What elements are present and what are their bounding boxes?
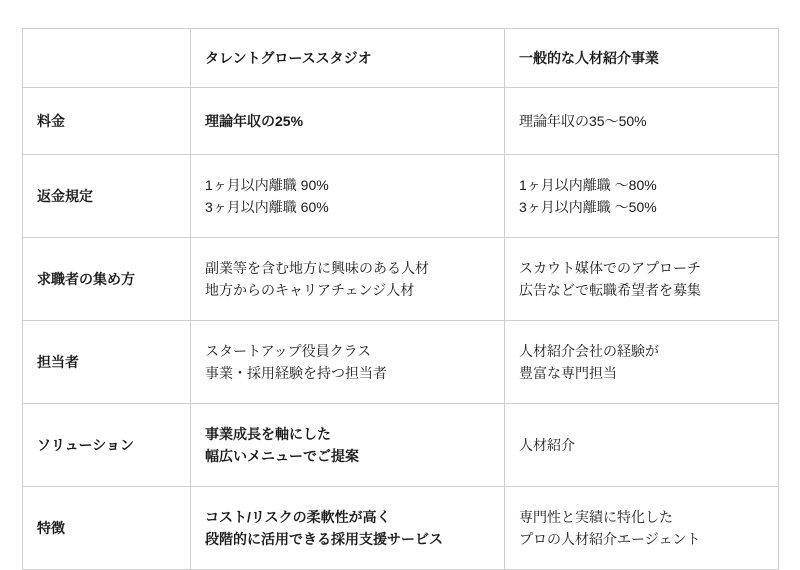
comparison-table [22, 28, 779, 570]
cell-line: コスト/リスクの柔軟性が高く [205, 508, 391, 525]
cell-line: 人材紹介 [519, 436, 575, 453]
cell-refund-company-a [191, 155, 505, 238]
header-cell-company-a: タレントグローススタジオ [191, 29, 505, 88]
row-label-feature: 特徴 [23, 487, 191, 570]
cell-solution-company-a [191, 404, 505, 487]
row-label-staff: 担当者 [23, 321, 191, 404]
cell-fee-company-b [505, 88, 779, 155]
header-cell-company-b: 一般的な人材紹介事業 [505, 29, 779, 88]
table-row [23, 487, 779, 570]
cell-line: 理論年収の25% [205, 112, 304, 129]
header-cell-blank [23, 29, 191, 88]
cell-line: 人材紹介会社の経験が [519, 342, 659, 359]
cell-line: 専門性と実績に特化した [519, 508, 673, 525]
table-row [23, 238, 779, 321]
table-header [23, 29, 779, 88]
cell-line: 段階的に活用できる採用支援サービス [205, 531, 443, 547]
cell-line: 豊富な専門担当 [519, 365, 617, 381]
table-row [23, 155, 779, 238]
cell-line: 3ヶ月以内離職 60% [205, 199, 329, 215]
cell-line: 3ヶ月以内離職 〜50% [519, 199, 657, 215]
row-label-refund: 返金規定 [23, 155, 191, 238]
cell-line: プロの人材紹介エージェント [519, 531, 701, 547]
cell-line: 事業成長を軸にした [205, 425, 331, 442]
cell-line: 事業・採用経験を持つ担当者 [205, 365, 387, 381]
cell-line: 理論年収の35〜50% [519, 112, 647, 129]
cell-staff-company-b [505, 321, 779, 404]
row-label-fee: 料金 [23, 88, 191, 155]
cell-line: 広告などで転職希望者を募集 [519, 282, 701, 298]
table-row [23, 404, 779, 487]
cell-line: スタートアップ役員クラス [205, 342, 372, 359]
cell-feature-company-a [191, 487, 505, 570]
cell-line: 幅広いメニューでご提案 [205, 448, 359, 464]
comparison-table-wrapper [22, 28, 778, 570]
cell-fee-company-a [191, 88, 505, 155]
cell-line: 地方からのキャリアチェンジ人材 [205, 282, 415, 298]
cell-solution-company-b [505, 404, 779, 487]
table-row [23, 88, 779, 155]
row-label-sourcing: 求職者の集め方 [23, 238, 191, 321]
cell-sourcing-company-b [505, 238, 779, 321]
row-label-solution: ソリューション [23, 404, 191, 487]
cell-refund-company-b [505, 155, 779, 238]
cell-line: スカウト媒体でのアプローチ [519, 259, 701, 276]
cell-line: 副業等を含む地方に興味のある人材 [205, 259, 429, 276]
cell-line: 1ヶ月以内離職 90% [205, 176, 329, 193]
table-row [23, 321, 779, 404]
cell-line: 1ヶ月以内離職 〜80% [519, 176, 657, 193]
table-body [23, 88, 779, 570]
cell-sourcing-company-a [191, 238, 505, 321]
cell-staff-company-a [191, 321, 505, 404]
table-header-row [23, 29, 779, 88]
cell-feature-company-b [505, 487, 779, 570]
